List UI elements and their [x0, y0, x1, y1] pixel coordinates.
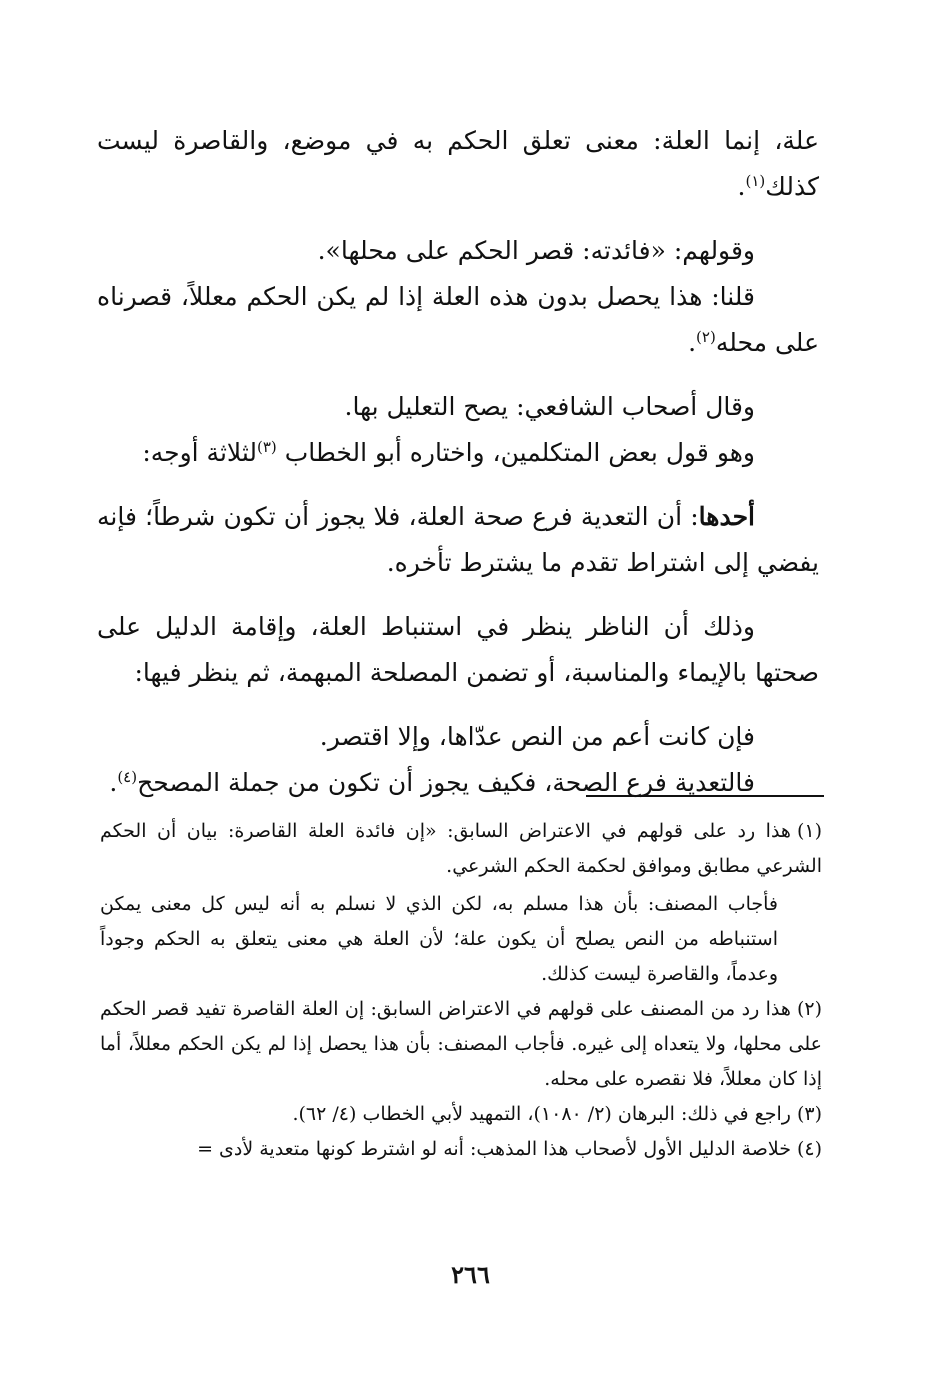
- footnote-2: [100, 992, 822, 1097]
- footnote-text: فأجاب المصنف: بأن هذا مسلم به، لكن الذي لا نسلم به أنه ليس كل معنى يمكن استنباطه من النص يصلح أن يكون علة؛ لأن العلة هي معنى يتعلق به الحكم وجوداً وعدماً، والقاصرة ليست كذلك.: [100, 893, 778, 985]
- paragraph-text: وقولهم: «فائدته: قصر الحكم على محلها».: [317, 236, 755, 265]
- footnote-ref-1[interactable]: (١): [745, 172, 766, 190]
- paragraph-7: [97, 604, 819, 696]
- footnote-number: (٢): [796, 998, 822, 1020]
- footnote-separator: [586, 795, 824, 797]
- footnote-ref-4[interactable]: (٤): [117, 768, 138, 786]
- period: .: [737, 172, 746, 201]
- footnote-number: (٤): [796, 1138, 822, 1160]
- footnote-number: (٣): [796, 1103, 822, 1125]
- footnote-text: خلاصة الدليل الأول لأصحاب هذا المذهب: أنه لو اشترط كونها متعدية لأدى: [219, 1138, 791, 1160]
- paragraph-4: [97, 384, 819, 430]
- paragraph-text: وهو قول بعض المتكلمين، واختاره أبو الخطاب: [284, 438, 755, 467]
- paragraph-3: [97, 274, 819, 366]
- footnote-ref-2[interactable]: (٢): [696, 328, 716, 346]
- footnote-text: راجع في ذلك: البرهان (٢/ ١٠٨٠)، التمهيد لأبي الخطاب (٤/ ٦٢).: [292, 1103, 791, 1125]
- paragraph-9: [97, 760, 819, 806]
- paragraph-text: وذلك أن الناظر ينظر في استنباط العلة، وإقامة الدليل على صحتها بالإيماء والمناسبة، أو تضمن المصلحة المبهمة، ثم ينظر فيها:: [97, 612, 819, 687]
- footnote-text: هذا رد على قولهم في الاعتراض السابق: «إن فائدة العلة القاصرة: بيان أن الحكم الشرعي مطابق وموافق لحكمة الحكم الشرعي.: [100, 820, 822, 877]
- footnote-1-continued: [100, 887, 822, 992]
- footnote-ref-3[interactable]: (٣): [257, 438, 277, 456]
- continuation-mark: =: [197, 1138, 213, 1160]
- point-heading: أحدها: [698, 502, 755, 531]
- main-text: [97, 118, 819, 806]
- paragraph-1: [97, 118, 819, 210]
- paragraph-text: قلنا: هذا يحصل بدون هذه العلة إذا لم يكن الحكم معللاً، قصرناه على محله: [97, 282, 819, 357]
- paragraph-6: [97, 494, 819, 586]
- paragraph-text: فإن كانت أعم من النص عدّاها، وإلا اقتصر.: [319, 722, 755, 751]
- footnotes: [100, 814, 822, 1167]
- footnote-1: [100, 814, 822, 884]
- period: .: [109, 768, 118, 797]
- paragraph-text: فالتعدية فرع الصحة، فكيف يجوز أن تكون من جملة المصحح: [137, 768, 755, 797]
- paragraph-text: علة، إنما العلة: معنى تعلق الحكم به في موضع، والقاصرة ليست كذلك: [97, 126, 819, 201]
- period: .: [688, 328, 697, 357]
- footnote-3: [100, 1097, 822, 1132]
- paragraph-5: [97, 430, 819, 476]
- paragraph-text: : أن التعدية فرع صحة العلة، فلا يجوز أن تكون شرطاً؛ فإنه يفضي إلى اشتراط تقدم ما يشترط تأخره.: [97, 502, 819, 577]
- paragraph-text: وقال أصحاب الشافعي: يصح التعليل بها.: [344, 392, 755, 421]
- paragraph-8: [97, 714, 819, 760]
- footnote-number: (١): [796, 820, 822, 842]
- footnote-4: [100, 1132, 822, 1167]
- paragraph-2: [97, 228, 819, 274]
- page-number: ٢٦٦: [451, 1260, 490, 1289]
- paragraph-text: لثلاثة أوجه:: [142, 438, 257, 467]
- footnote-text: هذا رد من المصنف على قولهم في الاعتراض السابق: إن العلة القاصرة تفيد قصر الحكم على محلها، ولا يتعداه إلى غيره. فأجاب المصنف: بأن هذا يحصل إذا لم يكن الحكم معللاً، أما إذا كان معللاً، فلا نقصره على محله.: [100, 998, 822, 1090]
